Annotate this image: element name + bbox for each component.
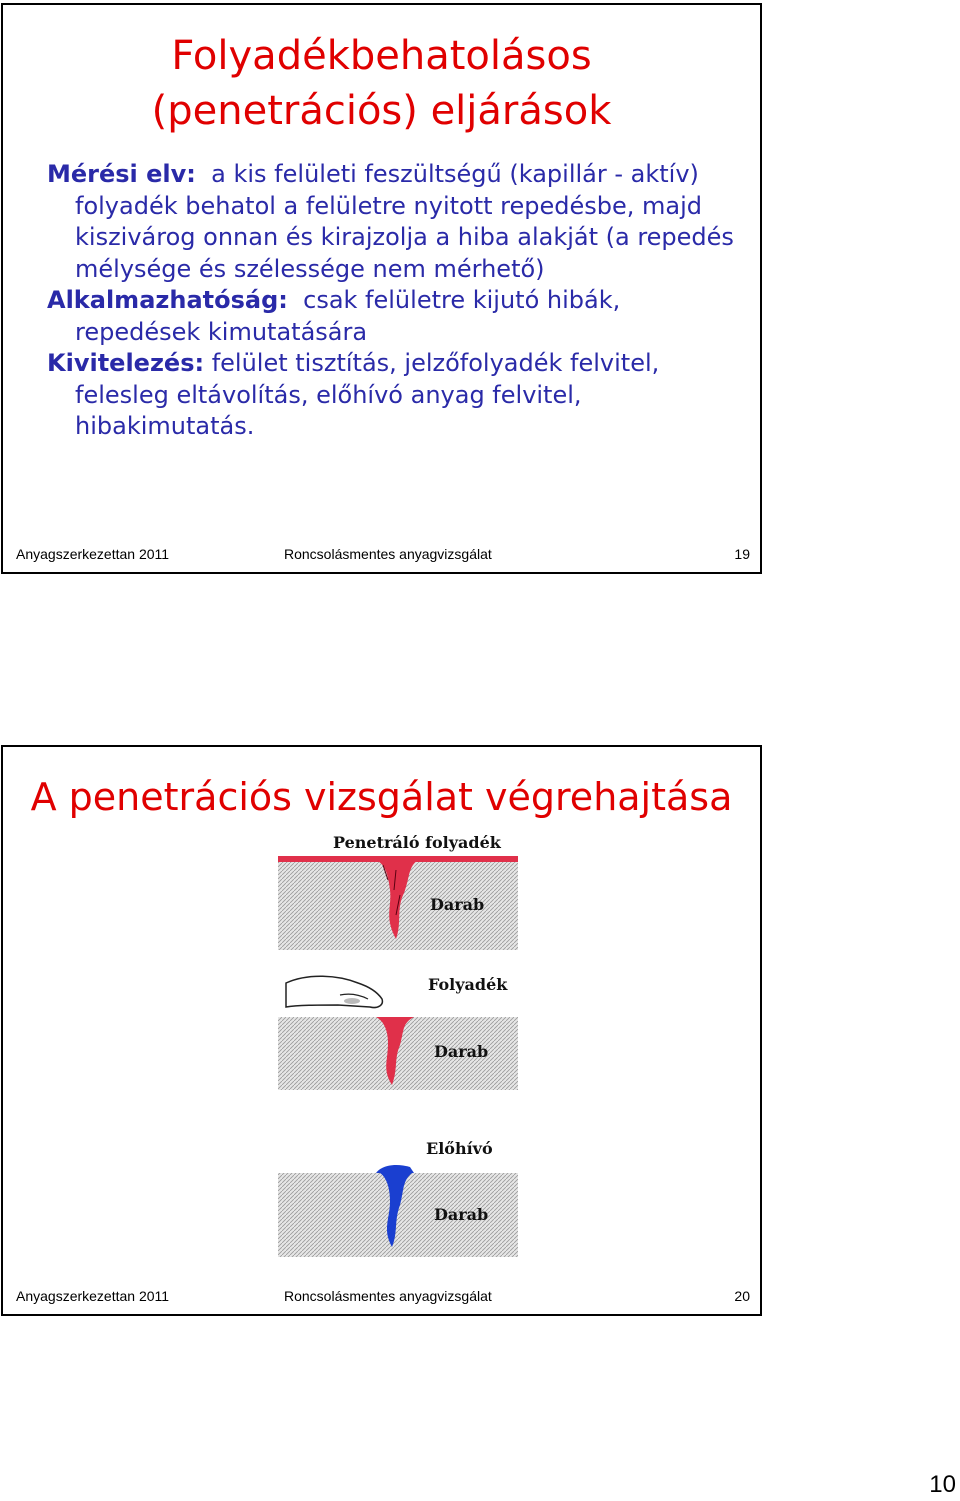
slide-footer: [16, 546, 750, 564]
item-execution: [47, 348, 747, 443]
cloth-icon: [344, 998, 360, 1004]
label-liquid: Folyadék: [428, 975, 508, 994]
item-text: felület tisztítás, jelzőfolyadék felvitel, felesleg eltávolítás, előhívó anyag felvitel, hibakimutatás.: [75, 349, 667, 440]
figure-excess-removal: [278, 965, 518, 1090]
developer-bleed-out: [376, 1165, 414, 1173]
item-applicability: [47, 285, 747, 348]
item-measurement-principle: [47, 159, 747, 285]
label-penetrant: Penetráló folyadék: [333, 833, 501, 852]
slide-body: [47, 159, 747, 443]
figure-penetrant-applied: [278, 835, 518, 950]
slide-title: A penetrációs vizsgálat végrehajtása: [30, 775, 733, 819]
footer-topic: Roncsolásmentes anyagvizsgálat: [284, 1288, 492, 1304]
penetrant-diagram: [278, 835, 518, 950]
slide-19: [1, 3, 762, 574]
slide-20: [1, 745, 762, 1316]
item-text: csak felületre kijutó hibák, repedések kimutatására: [75, 286, 628, 346]
figure-developer: [278, 1139, 518, 1257]
label-developer: Előhívó: [426, 1139, 493, 1158]
footer-slide-number: 20: [734, 1288, 750, 1304]
hand-icon: [286, 976, 382, 1007]
label-part: Darab: [434, 1205, 489, 1224]
slide-title: [3, 29, 760, 139]
slide-footer: [16, 1288, 750, 1306]
item-label: Mérési elv:: [47, 160, 196, 188]
page-number: 10: [929, 1471, 956, 1498]
footer-topic: Roncsolásmentes anyagvizsgálat: [284, 546, 492, 562]
title-line-1: Folyadékbehatolásos: [171, 33, 592, 79]
label-part: Darab: [434, 1042, 489, 1061]
footer-slide-number: 19: [734, 546, 750, 562]
item-text: a kis felületi feszültségű (kapillár - aktív) folyadék behatol a felületre nyitott repedésbe, majd kiszivárog onnan és kirajzolja a hiba alakját (a repedés mélysége és szélessége nem mérhető): [75, 160, 742, 283]
item-label: Alkalmazhatóság:: [47, 286, 288, 314]
footer-course: Anyagszerkezettan 2011: [16, 546, 170, 562]
title-line-2: (penetrációs) eljárások: [151, 88, 612, 134]
item-label: Kivitelezés:: [47, 349, 205, 377]
footer-course: Anyagszerkezettan 2011: [16, 1288, 170, 1304]
label-part: Darab: [430, 895, 485, 914]
